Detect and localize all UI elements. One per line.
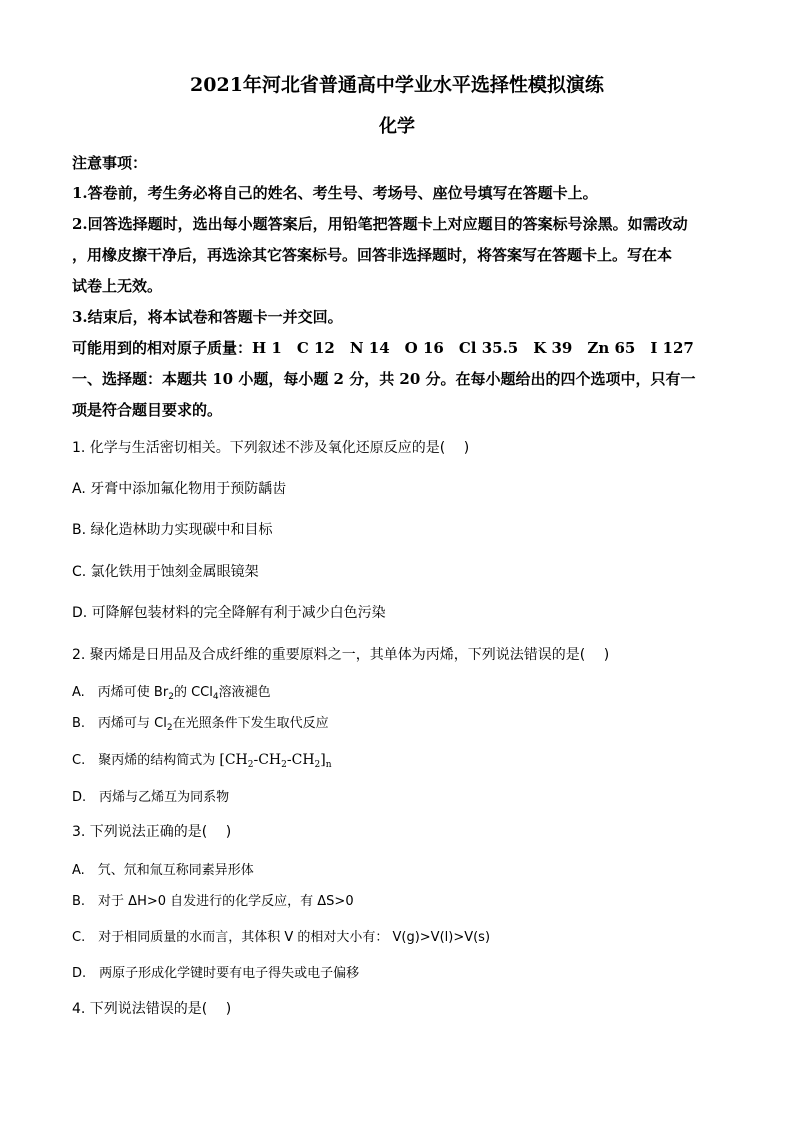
q1-stem: 1. 化学与生活密切相关。下列叙述不涉及氧化还原反应的是( ): [72, 440, 470, 456]
q3-option-b: B. 对于 ΔH>0 自发进行的化学反应，有 ΔS>0: [72, 894, 354, 909]
q1-option-d: D. 可降解包装材料的完全降解有利于减少白色污染: [72, 605, 386, 621]
q2-option-d: D. 丙烯与乙烯互为同系物: [72, 790, 230, 805]
q3-stem: 3. 下列说法正确的是( ): [72, 824, 232, 840]
notice-item-2-line-3: 试卷上无效。: [72, 277, 163, 295]
q2-option-a: A. 丙烯可使 $Br_2$的 CCl$_4$溶液褪色: [72, 685, 271, 702]
exam-title: 2021年河北省普通高中学业水平选择性模拟演练: [190, 74, 604, 96]
notice-item-3: 3.结束后，将本试卷和答题卡一并交回。: [72, 308, 343, 326]
q4-stem: 4. 下列说法错误的是( ): [72, 1001, 232, 1017]
notice-item-1: 1.答卷前，考生务必将自己的姓名、考生号、考场号、座位号填写在答题卡上。: [72, 184, 598, 202]
q1-option-a: A. 牙膏中添加氟化物用于预防龋齿: [72, 481, 287, 497]
q3-option-c: C. 对于相同质量的水而言，其体积 V 的相对大小有： V(g)>V(l)>V(s): [72, 930, 491, 945]
q3-option-a: A. 氕、氘和氚互称同素异形体: [72, 863, 254, 878]
notice-heading: 注意事项：: [72, 154, 148, 172]
q2-option-b: B. 丙烯可与 $Cl_2$在光照条件下发生取代反应: [72, 716, 329, 733]
section-1-heading-line-2: 项是符合题目要求的。: [72, 401, 223, 419]
subject-title: 化学: [379, 116, 415, 137]
polypropylene-formula: $[CH_2-CH_2-CH_2]_n$: [219, 752, 332, 770]
atomic-mass-line: 可能用到的相对原子质量：H 1 C 12 N 14 O 16 Cl 35.5 K 39 Zn 65 I 127: [72, 339, 694, 357]
q1-option-c: C. 氯化铁用于蚀刻金属眼镜架: [72, 564, 259, 580]
q2-option-c: C. 聚丙烯的结构简式为 $[CH_2-CH_2-CH_2]_n$: [72, 752, 332, 770]
q1-option-b: B. 绿化造林助力实现碳中和目标: [72, 522, 273, 538]
notice-item-2-line-2: ，用橡皮擦干净后，再选涂其它答案标号。回答非选择题时，将答案写在答题卡上。写在本: [72, 246, 673, 264]
notice-item-2-line-1: 2.回答选择题时，选出每小题答案后，用铅笔把答题卡上对应题目的答案标号涂黑。如需改动: [72, 215, 688, 233]
section-1-heading-line-1: 一、选择题：本题共 10 小题，每小题 2 分，共 20 分。在每小题给出的四个选项中，只有一: [72, 370, 696, 388]
q2-stem: 2. 聚丙烯是日用品及合成纤维的重要原料之一，其单体为丙烯，下列说法错误的是( ): [72, 647, 610, 663]
q3-option-d: D. 两原子形成化学键时要有电子得失或电子偏移: [72, 966, 360, 981]
